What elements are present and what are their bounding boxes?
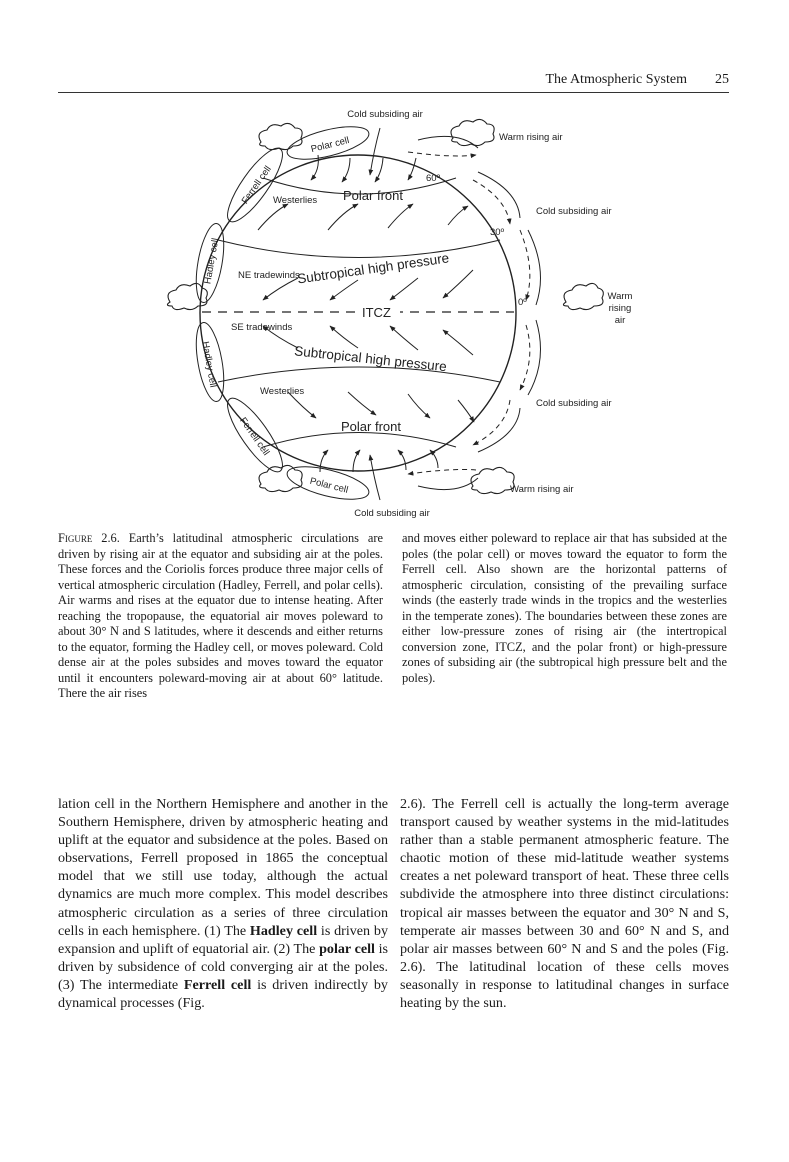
- label-cold-subsiding-bottom: Cold subsiding air: [354, 508, 430, 519]
- body-text: is driven indirectly by dynamical processes (Fig.: [58, 976, 388, 1012]
- cloud-icon: [259, 123, 302, 149]
- caption-text-right: and moves either poleward to replace air that has subsided at the poles (the polar cell) or moves toward the equator to form the Ferrell cell. Also shown are the horizontal patterns of atmospheric circulation, consisting of the prevailing surface winds (the easterly trade winds in the tropics and the westerlies in the temperate zones). The boundaries between these zones are either low-pressure zones of rising air (the intertropical conversion zone, ITCZ, and the polar front) or high-pressure zones of subsiding air (the subtropical high pressure belt and the poles).: [402, 531, 727, 685]
- westerly-arrow: [348, 392, 376, 415]
- tradewind-arrow: [330, 326, 358, 348]
- cold-subsiding-arrow-top: [370, 128, 380, 175]
- polar-arrow: [408, 158, 416, 180]
- circulation-figure: [58, 100, 729, 525]
- tradewind-arrow: [443, 270, 473, 298]
- polar-cell-right-loop-s: [418, 478, 478, 490]
- body-text: is driven by subsidence of cold converging air at the poles. (3) The intermediate: [58, 940, 388, 993]
- body-column-right: [400, 795, 729, 1012]
- subtropical-south-line: [218, 367, 500, 382]
- subtropical-north-line: [218, 240, 500, 258]
- label-ferrell-cell-bottom: Ferrell cell: [237, 415, 272, 458]
- ferrell-cell-right-dashed: [473, 180, 510, 224]
- caption-text-left: Earth’s latitudinal atmospheric circulations are driven by rising air at the equator and subsiding air at the poles. These forces and the Coriolis forces produce three major cells of vertical atmospheric circulation (Hadley, Ferrell, and polar cells). Air warms and rises at the equator due to intense heating. After reaching the tropopause, the equatorial air moves poleward to about 30° N and S latitudes, where it descends and either returns to the equator, forming the Hadley cell, or moves poleward. Cold dense air at the poles subsides and moves toward the equator until it encounters poleward-moving air at about 60° latitude. There the air rises: [58, 531, 383, 701]
- westerly-arrow: [448, 206, 468, 225]
- label-polar-cell-top: Polar cell: [309, 134, 351, 156]
- polar-cell-right-dashed: [408, 152, 476, 156]
- tradewind-arrow: [443, 330, 473, 355]
- circulation-diagram: [58, 100, 729, 525]
- label-subtropical-north: Subtropical high pressure: [296, 250, 451, 287]
- cloud-icon: [259, 465, 302, 491]
- label-polar-front-south: Polar front: [341, 419, 401, 434]
- label-lat-0: 0º: [518, 297, 527, 308]
- polar-arrow: [375, 158, 383, 182]
- westerly-arrow: [408, 394, 430, 418]
- label-warm-rising-right-2: rising: [608, 303, 632, 314]
- westerly-arrow: [328, 204, 358, 230]
- hadley-cell-right-loop-s: [528, 320, 541, 395]
- label-cold-subsiding-lower-right: Cold subsiding air: [536, 398, 612, 409]
- tradewind-arrow: [330, 280, 358, 300]
- figure-caption-left: [58, 531, 383, 702]
- westerly-arrow: [388, 204, 413, 228]
- westerly-arrow: [458, 400, 474, 422]
- tradewind-arrow: [263, 278, 298, 300]
- westerly-arrow: [258, 204, 288, 230]
- body-text: is driven by expansion and uplift of equatorial air. (2) The: [58, 922, 388, 957]
- tradewind-arrow: [390, 278, 418, 300]
- polar-front-south-line: [263, 433, 456, 448]
- body-column-left: [58, 795, 388, 1012]
- tradewind-arrow: [390, 326, 418, 350]
- ferrell-cell-right-loop-s: [478, 408, 520, 452]
- label-warm-rising-right-1: Warm: [607, 291, 633, 302]
- label-polar-cell-bottom: Polar cell: [308, 475, 350, 496]
- ferrell-cell-right-loop: [478, 172, 520, 218]
- label-hadley-cell-bottom: Hadley cell: [199, 340, 219, 389]
- label-lat-60: 60º: [426, 173, 441, 184]
- label-hadley-cell-top: Hadley cell: [202, 237, 222, 285]
- ferrell-cell-right-dashed-s: [473, 400, 510, 445]
- label-polar-front-north: Polar front: [343, 188, 403, 203]
- cloud-icon: [471, 467, 514, 493]
- polar-cell-right-loop: [418, 136, 478, 148]
- label-warm-rising-bottom: Warm rising air: [510, 484, 574, 495]
- label-westerlies-north: Westerlies: [273, 195, 318, 206]
- term-ferrell-cell: Ferrell cell: [183, 976, 252, 993]
- label-cold-subsiding-top: Cold subsiding air: [347, 109, 423, 120]
- polar-cell-right-dashed-s: [408, 470, 476, 475]
- figure-label: Figure 2.6.: [58, 531, 120, 545]
- label-warm-rising-top: Warm rising air: [499, 132, 563, 143]
- term-hadley-cell: Hadley cell: [249, 922, 318, 939]
- label-subtropical-south: Subtropical high pressure: [293, 343, 448, 375]
- body-text: lation cell in the Northern Hemisphere and another in the Southern Hemisphere, driven by atmospheric heating and uplift at the equator and subsidence at the poles. Based on observations, Ferrell proposed in 1865 the conceptual model that we still use today, although the actual dynamics are much more complex. This model describes atmospheric circulation as a series of three circulation cells in each hemisphere. (1) The: [58, 796, 388, 939]
- label-lat-30: 30º: [490, 227, 505, 238]
- cloud-icon: [451, 119, 494, 145]
- running-title: The Atmospheric System: [545, 72, 687, 87]
- term-polar-cell: polar cell: [319, 940, 375, 957]
- label-se-tradewinds: SE tradewinds: [231, 322, 293, 333]
- polar-arrow: [353, 450, 360, 472]
- figure-caption-right: [402, 531, 727, 686]
- label-ne-tradewinds: NE tradewinds: [238, 270, 300, 281]
- label-westerlies-south: Westerlies: [260, 386, 305, 397]
- label-ferrell-cell-top: Ferrell cell: [239, 164, 274, 207]
- hadley-cell-right-dashed-s: [520, 325, 530, 390]
- label-cold-subsiding-upper-right: Cold subsiding air: [536, 206, 612, 217]
- polar-arrow: [398, 450, 406, 470]
- label-warm-rising-right-3: air: [614, 315, 626, 326]
- body-text: 2.6). The Ferrell cell is actually the long-term average transport caused by weather systems in the mid-latitudes rather than a stable permanent atmospheric feature. The chaotic motion of these mid-latitude weather systems creates a net poleward transport of heat. These three cells subdivide the atmosphere into three distinct circulations: tropical air masses between the equator and 30° N and S, temperate air masses between 30 and 60° N and S, and polar air masses between 60° N and S and the poles (Fig. 2.6). The latitudinal location of these cells moves seasonally in response to latitudinal changes in surface heating by the sun.: [400, 796, 729, 1012]
- running-head: [58, 72, 729, 93]
- polar-arrow: [342, 158, 350, 182]
- cells-right: [408, 136, 541, 489]
- cloud-icon: [563, 283, 603, 309]
- cold-subsiding-arrow-bottom: [370, 455, 380, 500]
- hadley-cell-right-dashed: [520, 230, 530, 300]
- page-number: 25: [715, 72, 729, 87]
- label-itcz: ITCZ: [362, 305, 391, 320]
